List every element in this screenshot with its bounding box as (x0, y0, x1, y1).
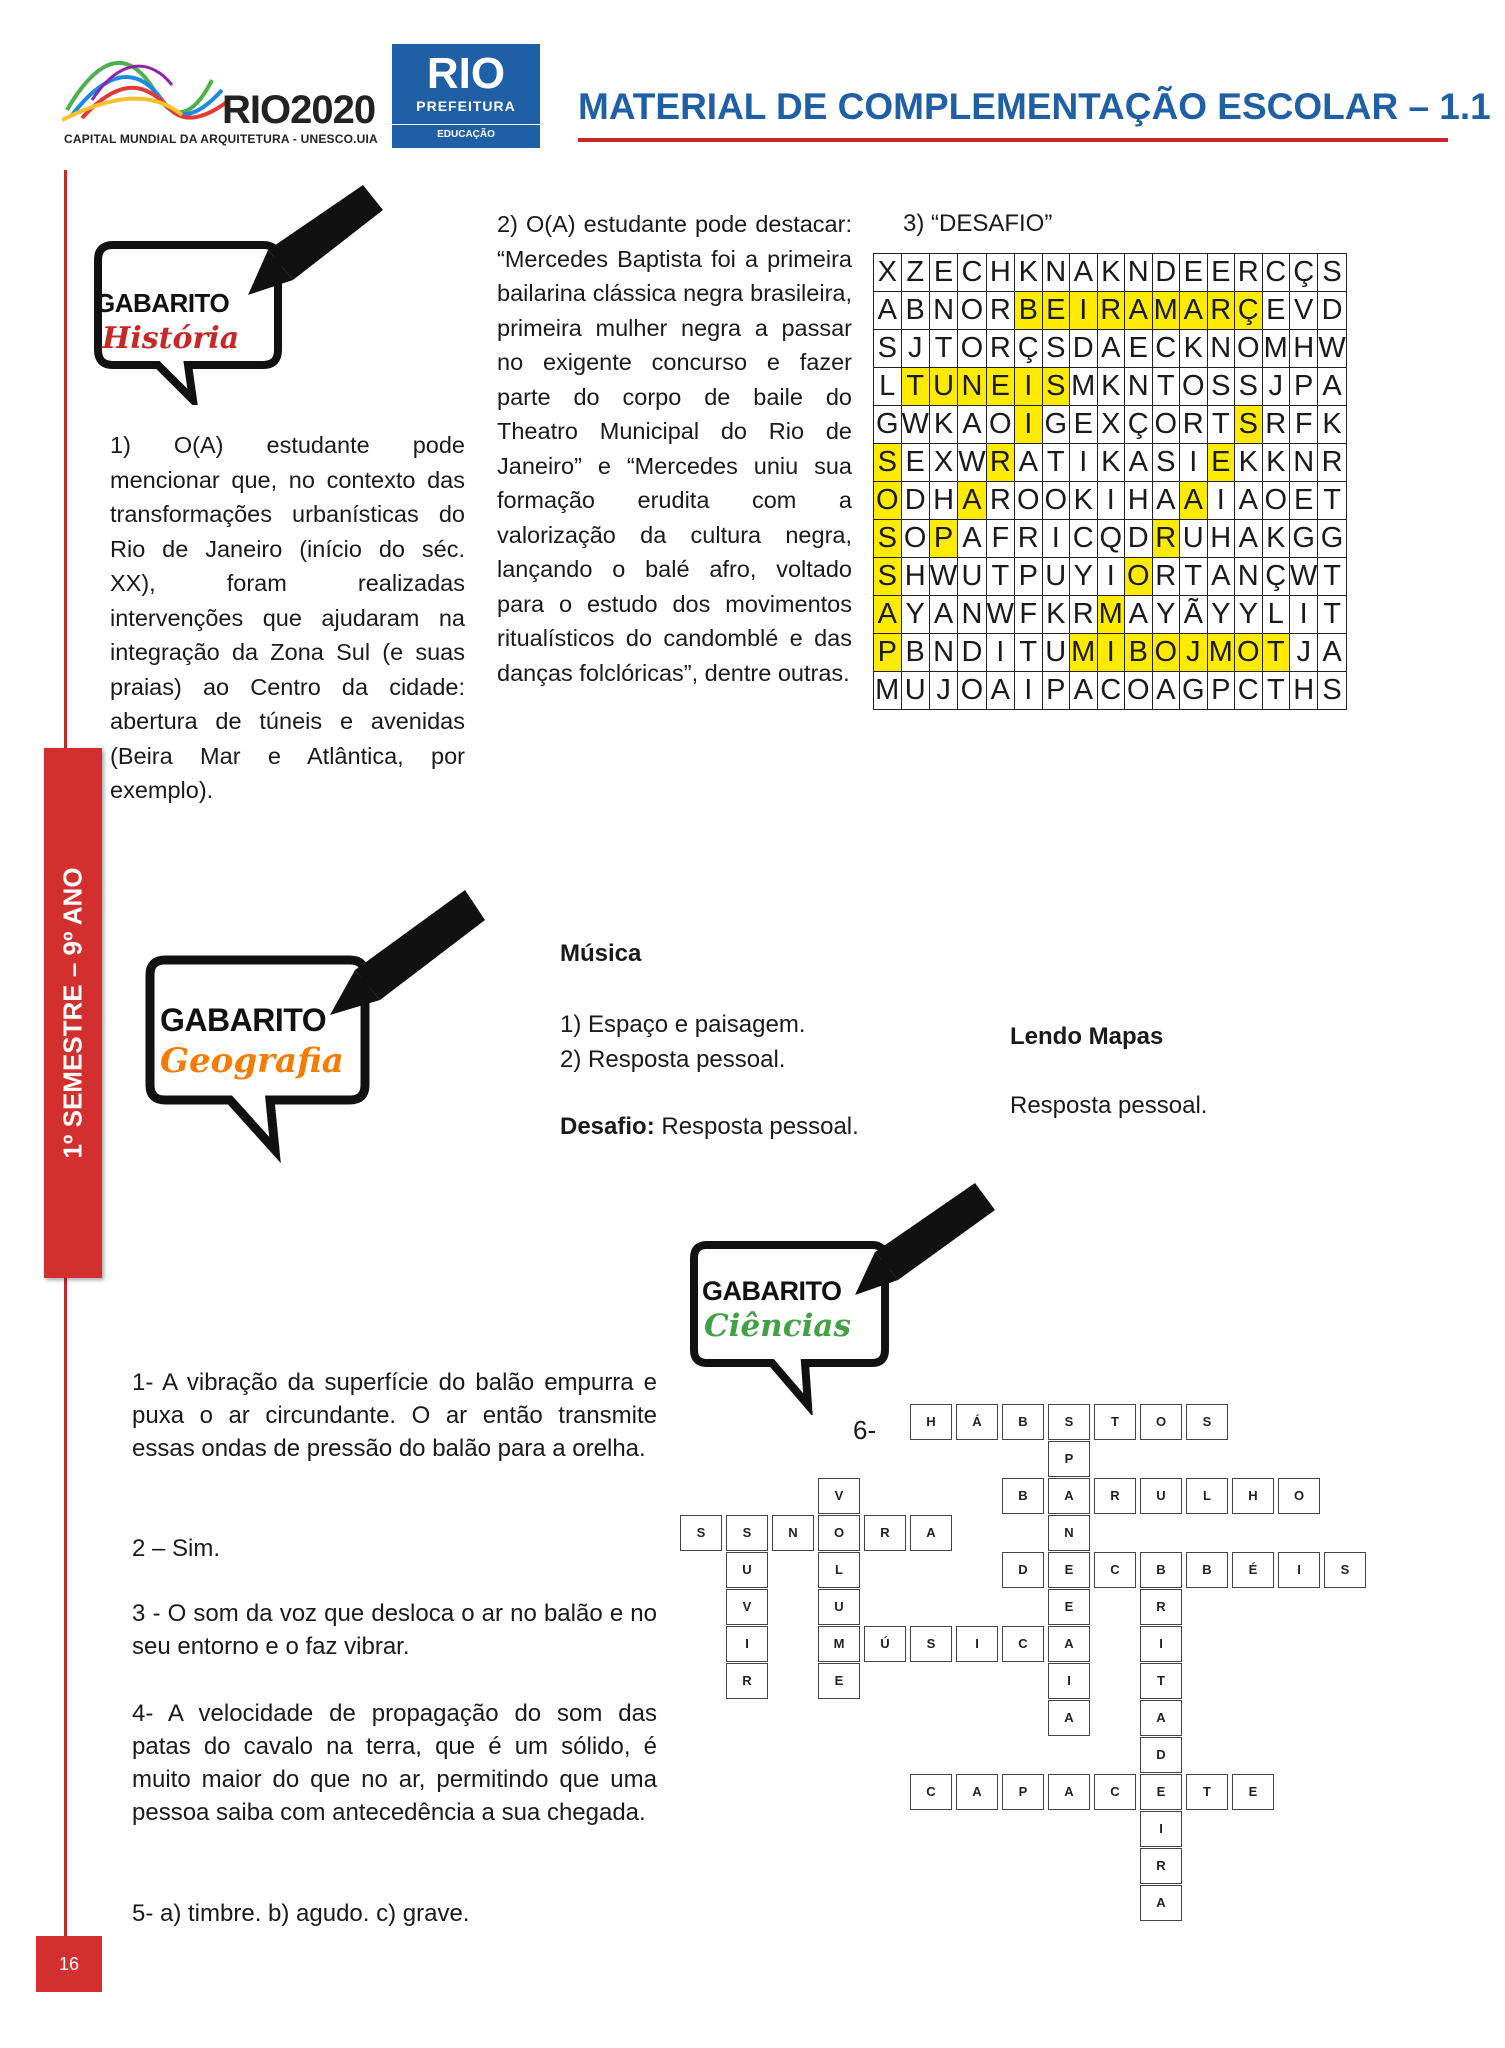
semester-label: 1º SEMESTRE – 9º ANO (57, 867, 88, 1159)
word-search-cell: R (1180, 406, 1208, 444)
crossword-cell: A (1048, 1626, 1090, 1662)
crossword-cell: R (1140, 1848, 1182, 1884)
word-search-cell: W (1318, 330, 1346, 368)
word-search-cell: P (1290, 368, 1318, 406)
word-search-cell: H (1207, 520, 1235, 558)
word-search-cell: A (1097, 330, 1125, 368)
word-search-cell: J (901, 330, 929, 368)
word-search-cell: S (1318, 254, 1346, 292)
word-search-cell: O (1262, 482, 1290, 520)
geografia-subject-label: Geografia (160, 1041, 344, 1081)
word-search-cell: D (1152, 254, 1180, 292)
word-search-cell: U (1042, 558, 1070, 596)
geografia-gabarito-label: GABARITO (160, 1002, 327, 1038)
word-search-cell: R (1015, 520, 1043, 558)
crossword-cell: A (956, 1774, 998, 1810)
word-search-cell: H (901, 558, 929, 596)
crossword-cell: M (818, 1626, 860, 1662)
crossword-cell: Ú (864, 1626, 906, 1662)
crossword-cell: B (1002, 1404, 1044, 1440)
word-search-cell: V (1290, 292, 1318, 330)
historia-desafio-title: 3) “DESAFIO” (903, 210, 1053, 237)
word-search-cell: O (958, 330, 986, 368)
lendo-mapas-title: Lendo Mapas (1010, 1023, 1164, 1050)
crossword-cell: Á (956, 1404, 998, 1440)
word-search-cell: D (1318, 292, 1346, 330)
word-search-cell: F (986, 520, 1014, 558)
word-search-cell: A (1235, 482, 1263, 520)
crossword-cell: I (1140, 1811, 1182, 1847)
crossword-cell: E (1140, 1774, 1182, 1810)
word-search-cell: I (1015, 368, 1043, 406)
word-search-cell: F (1015, 596, 1043, 634)
word-search-cell: T (1152, 368, 1180, 406)
word-search-cell: T (1262, 634, 1290, 672)
crossword-cell: A (1140, 1885, 1182, 1921)
crossword-cell: I (1048, 1663, 1090, 1699)
word-search-cell: N (958, 596, 986, 634)
word-search-cell: E (1125, 330, 1153, 368)
word-search-cell: A (1235, 520, 1263, 558)
word-search-cell: I (986, 634, 1014, 672)
word-search-cell: R (1152, 520, 1180, 558)
word-search-cell: C (1097, 672, 1125, 710)
word-search-cell: R (1207, 292, 1235, 330)
crossword-cell: S (680, 1515, 722, 1551)
word-search-cell: O (986, 406, 1014, 444)
word-search-cell: O (1125, 672, 1153, 710)
crossword-cell: E (1048, 1589, 1090, 1625)
word-search-cell: D (1070, 330, 1098, 368)
word-search-cell: K (1235, 444, 1263, 482)
crossword-cell: B (1186, 1552, 1228, 1588)
word-search-cell: R (1152, 558, 1180, 596)
word-search-cell: U (1042, 634, 1070, 672)
historia-answer-2: 2) O(A) estudante pode destacar: “Mercedes Baptista foi a primeira bailarina clássica negra brasileira, primeira mulher negra a passar no exigente concurso e fazer parte do corpo de baile do Theatro Municipal do Rio de Janeiro” e “Mercedes uniu sua formação erudita com a valorização da cultura negra, lançando o balé afro, voltado para o estudo dos movimentos ritualísticos do candomblé e das danças folclóricas”, dentre outras. (497, 211, 852, 686)
word-search-cell: O (1152, 634, 1180, 672)
word-search-cell: K (1262, 520, 1290, 558)
word-search-cell: K (1262, 444, 1290, 482)
crossword-cell: A (910, 1515, 952, 1551)
word-search-cell: S (1152, 444, 1180, 482)
word-search-cell: L (1262, 596, 1290, 634)
word-search-cell: E (1262, 292, 1290, 330)
ciencias-answer-2: 2 – Sim. (132, 1535, 221, 1562)
word-search-cell: E (986, 368, 1014, 406)
lendo-mapas-text: Resposta pessoal. (1010, 1092, 1208, 1119)
word-search-cell: K (1097, 254, 1125, 292)
word-search-cell: A (874, 596, 902, 634)
word-search-cell: S (1318, 672, 1346, 710)
crossword-cell: A (1048, 1700, 1090, 1736)
word-search-cell: G (1290, 520, 1318, 558)
word-search-cell: S (874, 444, 902, 482)
word-search-cell: O (958, 672, 986, 710)
ciencias-subject-label: Ciências (704, 1308, 851, 1344)
word-search-cell: O (1235, 634, 1263, 672)
word-search-cell: M (1262, 330, 1290, 368)
word-search-cell: E (1070, 406, 1098, 444)
word-search-cell: G (874, 406, 902, 444)
word-search-cell: T (1262, 672, 1290, 710)
word-search-cell: U (1180, 520, 1208, 558)
word-search-cell: A (1070, 254, 1098, 292)
word-search-cell: O (1235, 330, 1263, 368)
word-search-cell: I (1097, 558, 1125, 596)
crossword-cell: É (1232, 1552, 1274, 1588)
word-search-cell: A (1070, 672, 1098, 710)
word-search-cell: H (1290, 330, 1318, 368)
word-search-cell: J (1180, 634, 1208, 672)
crossword-cell: E (1048, 1552, 1090, 1588)
word-search-cell: K (929, 406, 957, 444)
word-search-cell: A (958, 482, 986, 520)
word-search-cell: Ç (1262, 558, 1290, 596)
word-search-cell: I (1015, 406, 1043, 444)
word-search-cell: Ç (1290, 254, 1318, 292)
page-number: 16 (36, 1936, 102, 1992)
crossword-cell: C (910, 1774, 952, 1810)
word-search-cell: F (1290, 406, 1318, 444)
word-search-cell: W (958, 444, 986, 482)
word-search-cell: T (1042, 444, 1070, 482)
word-search-cell: I (1207, 482, 1235, 520)
word-search-cell: T (1318, 596, 1346, 634)
word-search-cell: A (1125, 292, 1153, 330)
prefeitura-label: PREFEITURA (416, 98, 516, 114)
word-search-cell: A (1207, 558, 1235, 596)
crossword-cell: S (726, 1515, 768, 1551)
crossword-cell: T (1140, 1663, 1182, 1699)
crossword-cell: V (726, 1589, 768, 1625)
crossword-cell: I (1140, 1626, 1182, 1662)
word-search-cell: E (1180, 254, 1208, 292)
word-search-cell: J (1262, 368, 1290, 406)
historia-answer-1: 1) O(A) estudante pode mencionar que, no contexto das transformações urbanísticas do Rio de Janeiro (início do séc. XX), foram realizadas intervenções que ajudaram na integração da Zona Sul (e suas praias) ao Centro da cidade: abertura de túneis e avenidas (Beira Mar e Atlântica, por exemplo). (110, 432, 465, 803)
word-search-cell: A (1125, 596, 1153, 634)
word-search-cell: T (986, 558, 1014, 596)
word-search-cell: H (929, 482, 957, 520)
word-search-cell: C (1235, 672, 1263, 710)
word-search-cell: R (1318, 444, 1346, 482)
word-search-cell: S (1235, 406, 1263, 444)
word-search-cell: A (958, 520, 986, 558)
crossword-cell: L (818, 1552, 860, 1588)
rio2020-text: RIO2020 (222, 88, 376, 132)
crossword-cell: P (1048, 1441, 1090, 1477)
word-search-cell: Q (1097, 520, 1125, 558)
word-search-cell: U (901, 672, 929, 710)
word-search-cell: Ç (1125, 406, 1153, 444)
word-search-cell: M (1207, 634, 1235, 672)
word-search-cell: H (1290, 672, 1318, 710)
page-title: MATERIAL DE COMPLEMENTAÇÃO ESCOLAR – 1.1 (578, 86, 1491, 127)
word-search-cell: Ã (1180, 596, 1208, 634)
word-search-cell: A (929, 596, 957, 634)
desafio-text: Resposta pessoal. (654, 1113, 859, 1140)
word-search-cell: W (986, 596, 1014, 634)
word-search-cell: E (1207, 254, 1235, 292)
word-search-cell: S (1042, 368, 1070, 406)
crossword-cell: A (1048, 1478, 1090, 1514)
word-search-cell: N (1290, 444, 1318, 482)
word-search-cell: K (1180, 330, 1208, 368)
word-search-cell: U (929, 368, 957, 406)
word-search-cell: A (1180, 292, 1208, 330)
word-search-cell: M (1152, 292, 1180, 330)
word-search-cell: H (1125, 482, 1153, 520)
word-search-cell: W (901, 406, 929, 444)
word-search-cell: B (1015, 292, 1043, 330)
ciencias-answer-5: 5- a) timbre. b) agudo. c) grave. (132, 1900, 470, 1927)
word-search-cell: A (1152, 482, 1180, 520)
crossword-cell: U (1140, 1478, 1182, 1514)
crossword-cell: T (1094, 1404, 1136, 1440)
word-search-cell: Y (1207, 596, 1235, 634)
ciencias-gabarito-label: GABARITO (702, 1276, 842, 1306)
historia-subject-label: História (102, 321, 240, 356)
word-search-cell: A (1180, 482, 1208, 520)
word-search-cell: R (1070, 596, 1098, 634)
crossword-cell: E (818, 1663, 860, 1699)
word-search-cell: G (1042, 406, 1070, 444)
word-search-cell: R (986, 330, 1014, 368)
crossword-cell: E (1232, 1774, 1274, 1810)
word-search-cell: O (1042, 482, 1070, 520)
word-search-cell: O (958, 292, 986, 330)
word-search-cell: T (901, 368, 929, 406)
word-search-cell: K (1015, 254, 1043, 292)
word-search-cell: A (958, 406, 986, 444)
word-search-cell: E (1042, 292, 1070, 330)
crossword-cell: R (1094, 1478, 1136, 1514)
word-search-cell: P (874, 634, 902, 672)
word-search-cell: N (929, 292, 957, 330)
crossword-cell: C (1094, 1774, 1136, 1810)
crossword-cell: C (1002, 1626, 1044, 1662)
crossword-cell: I (956, 1626, 998, 1662)
crossword-cell: A (1140, 1700, 1182, 1736)
crossword-cell: I (1278, 1552, 1320, 1588)
word-search-cell: O (1180, 368, 1208, 406)
word-search-cell: N (1125, 254, 1153, 292)
word-search-cell: A (1015, 444, 1043, 482)
rio2020-subtitle: CAPITAL MUNDIAL DA ARQUITETURA - UNESCO.UIA (64, 132, 378, 146)
word-search-cell: E (1290, 482, 1318, 520)
word-search-cell: L (874, 368, 902, 406)
word-search-cell: O (874, 482, 902, 520)
word-search-cell: K (1042, 596, 1070, 634)
word-search-cell: E (901, 444, 929, 482)
word-search-cell: B (901, 292, 929, 330)
crossword-cell: P (1002, 1774, 1044, 1810)
crossword-cell: T (1186, 1774, 1228, 1810)
word-search-cell: G (1180, 672, 1208, 710)
word-search-cell: P (1015, 558, 1043, 596)
musica-item-2: 2) Resposta pessoal. (560, 1046, 786, 1073)
word-search-cell: A (1125, 444, 1153, 482)
word-search-cell: A (1152, 672, 1180, 710)
word-search-cell: D (901, 482, 929, 520)
word-search-cell: B (1125, 634, 1153, 672)
ciencias-answer-1: 1- A vibração da superfície do balão empurra e puxa o ar circundante. O ar então transmite essas ondas de pressão do balão para a orelha. (132, 1369, 657, 1462)
word-search-cell: I (1290, 596, 1318, 634)
crossword-cell: U (818, 1589, 860, 1625)
crossword-cell: S (1186, 1404, 1228, 1440)
word-search-cell: X (1097, 406, 1125, 444)
word-search-cell: R (1097, 292, 1125, 330)
word-search-cell: R (1235, 254, 1263, 292)
word-search-cell: T (1180, 558, 1208, 596)
word-search-cell: D (1125, 520, 1153, 558)
crossword-cell: S (910, 1626, 952, 1662)
word-search-cell: I (1042, 520, 1070, 558)
word-search-cell: I (1097, 634, 1125, 672)
word-search-cell: N (1125, 368, 1153, 406)
word-search-cell: T (1318, 482, 1346, 520)
word-search-cell: K (1097, 444, 1125, 482)
word-search-cell: Ç (1015, 330, 1043, 368)
word-search-cell: I (1097, 482, 1125, 520)
word-search-cell: T (929, 330, 957, 368)
word-search-cell: M (1070, 634, 1098, 672)
word-search-cell: E (929, 254, 957, 292)
word-search-cell: R (1262, 406, 1290, 444)
word-search-cell: S (1207, 368, 1235, 406)
crossword-cell: N (1048, 1515, 1090, 1551)
word-search-cell: N (1235, 558, 1263, 596)
word-search-cell: K (1097, 368, 1125, 406)
crossword-cell: N (772, 1515, 814, 1551)
word-search-cell: D (958, 634, 986, 672)
crossword-cell: B (1140, 1552, 1182, 1588)
word-search-cell: I (1070, 444, 1098, 482)
word-search-cell: H (986, 254, 1014, 292)
word-search-cell: R (986, 482, 1014, 520)
crossword-cell: R (726, 1663, 768, 1699)
word-search-cell: B (901, 634, 929, 672)
crossword-cell: D (1002, 1552, 1044, 1588)
word-search-cell: C (1070, 520, 1098, 558)
crossword-cell: S (1048, 1404, 1090, 1440)
word-search-cell: W (1290, 558, 1318, 596)
ciencias-answer-3: 3 - O som da voz que desloca o ar no balão e no seu entorno e o faz vibrar. (132, 1600, 657, 1660)
crossword-cell: V (818, 1478, 860, 1514)
word-search-cell: G (1318, 520, 1346, 558)
word-search-cell: O (1015, 482, 1043, 520)
word-search-cell: M (1070, 368, 1098, 406)
word-search-cell: A (986, 672, 1014, 710)
crossword-cell: R (864, 1515, 906, 1551)
word-search-cell: P (1042, 672, 1070, 710)
crossword-cell: A (1048, 1774, 1090, 1810)
word-search-cell: N (958, 368, 986, 406)
word-search-cell: K (1070, 482, 1098, 520)
word-search-cell: Y (1152, 596, 1180, 634)
crossword-cell: H (910, 1404, 952, 1440)
word-search-cell: T (1318, 558, 1346, 596)
word-search-cell: T (1207, 406, 1235, 444)
crossword-cell: O (818, 1515, 860, 1551)
word-search-cell: A (874, 292, 902, 330)
word-search-cell: S (1042, 330, 1070, 368)
crossword-cell: O (1140, 1404, 1182, 1440)
word-search-cell: M (1097, 596, 1125, 634)
word-search-cell: O (1125, 558, 1153, 596)
word-search-cell: O (901, 520, 929, 558)
word-search-cell: C (1152, 330, 1180, 368)
crossword-cell: B (1002, 1478, 1044, 1514)
word-search-cell: P (1207, 672, 1235, 710)
word-search-cell: A (1318, 368, 1346, 406)
musica-item-1: 1) Espaço e paisagem. (560, 1011, 806, 1038)
crossword-cell: I (726, 1626, 768, 1662)
word-search-cell: P (929, 520, 957, 558)
word-search-cell: A (1318, 634, 1346, 672)
word-search-cell: O (1152, 406, 1180, 444)
crossword-cell: U (726, 1552, 768, 1588)
word-search-cell: Y (1070, 558, 1098, 596)
crossword-cell: D (1140, 1737, 1182, 1773)
crossword-cell: H (1232, 1478, 1274, 1514)
word-search-cell: Y (1235, 596, 1263, 634)
crossword-cell: R (1140, 1589, 1182, 1625)
word-search-cell: K (1318, 406, 1346, 444)
word-search-cell: Ç (1235, 292, 1263, 330)
crossword-cell: O (1278, 1478, 1320, 1514)
word-search-cell: X (874, 254, 902, 292)
word-search-cell: S (874, 558, 902, 596)
ciencias-answer-4: 4- A velocidade de propagação do som das patas do cavalo na terra, que é um sólido, é muito maior do que no ar, permitindo que uma pessoa saiba com antecedência a sua chegada. (132, 1700, 657, 1826)
word-search-cell: J (929, 672, 957, 710)
word-search-cell: C (1262, 254, 1290, 292)
word-search-cell: U (958, 558, 986, 596)
word-search-cell: N (1042, 254, 1070, 292)
word-search-cell: Z (901, 254, 929, 292)
word-search-cell: M (874, 672, 902, 710)
historia-gabarito-label: GABARITO (95, 288, 230, 318)
word-search-cell: S (1235, 368, 1263, 406)
word-search-cell: C (958, 254, 986, 292)
word-search-cell: T (1015, 634, 1043, 672)
word-search-cell: R (986, 444, 1014, 482)
word-search-cell: I (1180, 444, 1208, 482)
word-search-cell: R (986, 292, 1014, 330)
word-search-cell: E (1207, 444, 1235, 482)
word-search-cell: X (929, 444, 957, 482)
word-search-cell: I (1015, 672, 1043, 710)
word-search-cell: I (1070, 292, 1098, 330)
prefeitura-rio: RIO (426, 49, 506, 98)
word-search-cell: J (1290, 634, 1318, 672)
word-search-cell: S (874, 520, 902, 558)
crossword-label: 6- (853, 1415, 877, 1445)
prefeitura-dept: EDUCAÇÃO (392, 124, 540, 140)
crossword-cell: C (1094, 1552, 1136, 1588)
word-search-cell: Y (901, 596, 929, 634)
crossword-cell: S (1324, 1552, 1366, 1588)
word-search-cell: N (929, 634, 957, 672)
word-search-cell: W (929, 558, 957, 596)
musica-title: Música (560, 940, 642, 967)
desafio-label: Desafio: (560, 1113, 655, 1140)
crossword-cell: L (1186, 1478, 1228, 1514)
word-search-cell: N (1207, 330, 1235, 368)
word-search-cell: S (874, 330, 902, 368)
